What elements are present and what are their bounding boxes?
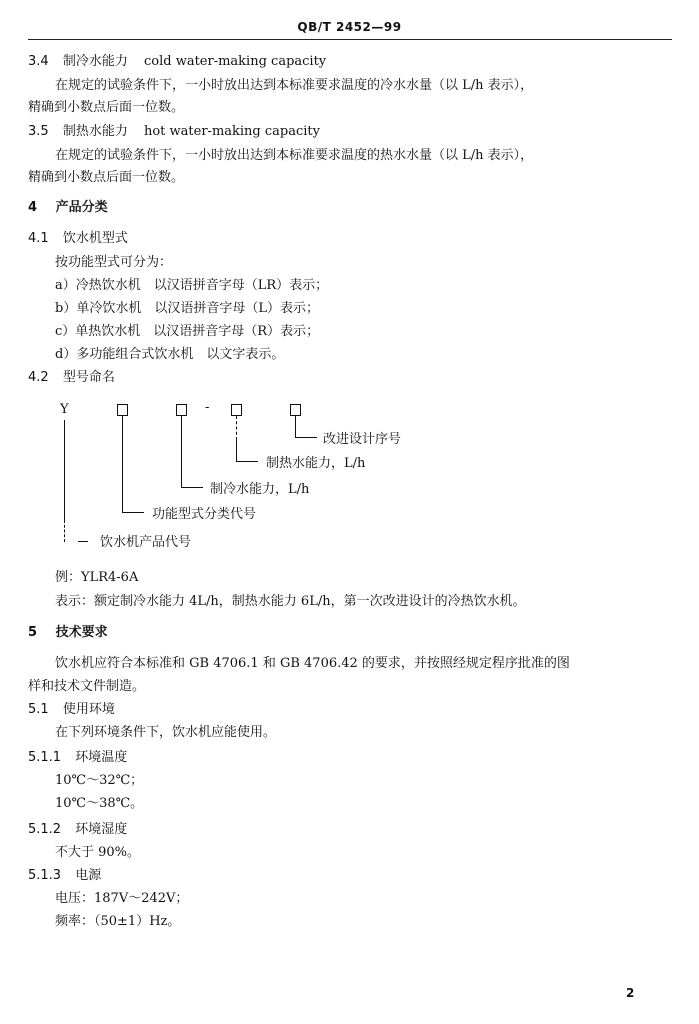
list-item: d）多功能组合式饮水机 以文字表示。 [55, 347, 285, 362]
section-4-2-heading: 4.2 型号命名 [28, 370, 115, 385]
label-hot: 制热水能力，L/h [266, 456, 366, 471]
leader-product-dash [64, 520, 65, 542]
leader-improve-v [295, 416, 296, 438]
section-3-5-heading: 3.5 制热水能力 hot water-making capacity [28, 124, 320, 139]
temp-range-2: 10℃～38℃。 [55, 796, 144, 811]
section-5-1-3-heading: 5.1.3 电源 [28, 868, 102, 883]
leader-hot-h [236, 461, 258, 462]
leader-improve-h [295, 437, 317, 438]
diagram-box-function [117, 404, 128, 416]
section-4-heading: 4 产品分类 [28, 200, 108, 215]
label-improve: 改进设计序号 [323, 432, 402, 447]
section-3-4-para-line2: 精确到小数点后面一位数。 [28, 100, 185, 115]
diagram-hyphen: - [205, 400, 210, 415]
list-item: a）冷热饮水机 以汉语拼音字母（LR）表示； [55, 278, 329, 293]
leader-product-h [78, 541, 88, 542]
diagram-prefix-y: Y [60, 402, 69, 417]
leader-cold-v [181, 416, 182, 488]
section-5-1-1-heading: 5.1.1 环境温度 [28, 750, 128, 765]
voltage-line: 电压：187V～242V； [55, 891, 189, 906]
section-3-4-para-line1: 在规定的试验条件下，一小时放出达到本标准要求温度的冷水水量（以 L/h 表示）， [55, 78, 534, 93]
section-3-5-para-line1: 在规定的试验条件下，一小时放出达到本标准要求温度的热水水量（以 L/h 表示）， [55, 148, 534, 163]
leader-cold-h [181, 487, 203, 488]
page-number: 2 [626, 986, 635, 1000]
section-3-4-heading: 3.4 制冷水能力 cold water-making capacity [28, 54, 327, 69]
section-4-1-intro: 按功能型式可分为： [55, 255, 173, 270]
example-meaning: 表示：额定制冷水能力 4L/h，制热水能力 6L/h，第一次改进设计的冷热饮水机。 [55, 594, 526, 609]
section-5-1-2-heading: 5.1.2 环境湿度 [28, 822, 128, 837]
section-5-1-para: 在下列环境条件下，饮水机应能使用。 [55, 725, 277, 740]
diagram-box-hot [231, 404, 242, 416]
label-cold: 制冷水能力，L/h [210, 482, 310, 497]
section-5-para-line1: 饮水机应符合本标准和 GB 4706.1 和 GB 4706.42 的要求，并按照经规定程序批准的图 [55, 656, 570, 671]
temp-range-1: 10℃～32℃； [55, 773, 144, 788]
humidity-line: 不大于 90%。 [55, 845, 141, 860]
label-function: 功能型式分类代号 [152, 507, 257, 522]
list-item: b）单冷饮水机 以汉语拼音字母（L）表示； [55, 301, 319, 316]
section-3-5-para-line2: 精确到小数点后面一位数。 [28, 170, 185, 185]
leader-function-h [122, 512, 144, 513]
list-item: c）单热饮水机 以汉语拼音字母（R）表示； [55, 324, 320, 339]
section-5-para-line2: 样和技术文件制造。 [28, 679, 146, 694]
page-header: QB/T 2452—99 [297, 20, 402, 34]
leader-product-v [64, 420, 65, 520]
diagram-box-cold [176, 404, 187, 416]
header-rule [28, 39, 672, 40]
diagram-box-improve [290, 404, 301, 416]
frequency-line: 频率：（50±1）Hz。 [55, 914, 181, 929]
section-4-1-heading: 4.1 饮水机型式 [28, 231, 128, 246]
section-5-1-heading: 5.1 使用环境 [28, 702, 115, 717]
leader-hot-dash [236, 416, 237, 440]
example-line: 例：YLR4-6A [55, 570, 139, 585]
section-5-heading: 5 技术要求 [28, 625, 108, 640]
leader-hot-v [236, 440, 237, 462]
label-product: 饮水机产品代号 [100, 535, 192, 550]
leader-function-v [122, 416, 123, 513]
